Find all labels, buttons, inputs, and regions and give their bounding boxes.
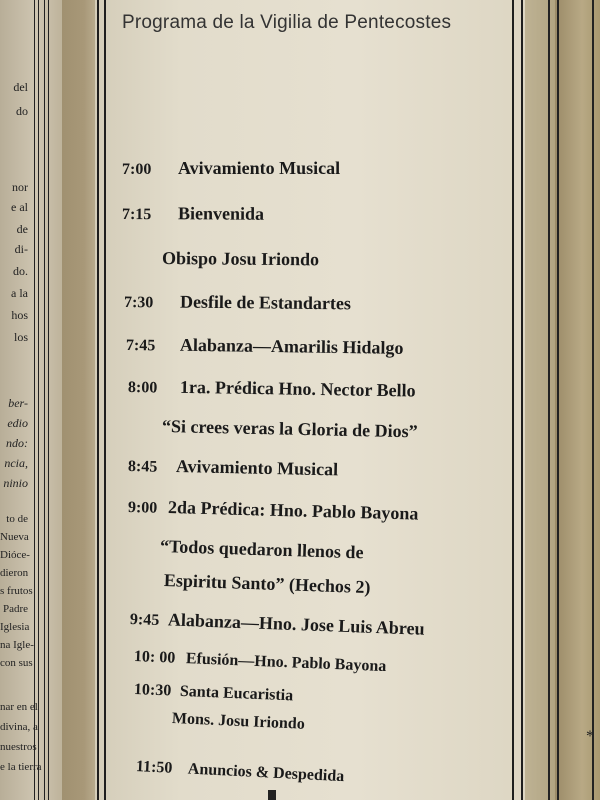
schedule-row [122,203,264,225]
schedule-event: Anuncios & Despedida [187,760,345,786]
schedule-time: 7:30 [123,294,154,312]
left-page-text-line: di- [14,242,28,256]
schedule-time: 8:00 [127,379,158,397]
schedule-time: 9:00 [127,499,158,517]
left-page-text-line: edio [7,416,28,430]
schedule-time: 10:30 [133,681,172,700]
left-page-text-line: Dióce- [0,549,30,561]
schedule-time: 9:45 [129,611,160,630]
left-page-border [34,0,39,800]
schedule-time: 11:50 [135,758,173,777]
left-page-text-line: nar en el [0,701,38,713]
right-page-border-2 [557,0,559,800]
program-title: Programa de la Vigilia de Pentecostes [122,12,452,33]
schedule-event: Alabanza—Hno. Jose Luis Abreu [167,609,425,639]
schedule-row [128,455,339,480]
left-page-text-line: con sus [0,657,33,669]
right-page-border-1 [548,0,550,800]
left-page-text-line: Iglesia [0,621,30,633]
left-page-text-line: do [16,104,28,118]
schedule-row [128,376,416,402]
left-page-text-line: dieron [0,567,29,579]
schedule-time: 7:15 [121,206,152,224]
right-page-border-3 [592,0,594,800]
card-border-left-inner [104,0,106,800]
left-page-text-line: del [13,80,28,94]
schedule-event: Obispo Josu Iriondo [161,248,320,270]
schedule-event: “Todos quedaron llenos de [159,536,364,563]
schedule-event: “Si crees veras la Gloria de Dios” [161,416,418,442]
schedule-event: Mons. Josu Iriondo [171,710,306,733]
schedule-row [122,158,340,179]
left-page-text-line: hos [11,308,28,322]
left-page-text-line: de [16,222,28,236]
left-page-text-line: na Igle- [0,639,34,651]
card-border-right-outer [521,0,523,800]
schedule-event: 2da Prédica: Hno. Pablo Bayona [167,497,419,524]
schedule-event: Efusión—Hno. Pablo Bayona [185,650,387,676]
right-page-mark: * [586,728,594,745]
schedule-event: Avivamiento Musical [178,158,341,178]
left-page-text-line: ber- [8,396,28,410]
left-page-text-line: ndo: [6,436,28,450]
left-page-text-line: ncia, [4,456,28,470]
left-page-border-outer [44,0,49,800]
schedule-time: 7:45 [125,337,156,355]
left-page-text-line: divina, a [0,721,38,733]
left-page-text-line: s frutos [0,585,33,597]
left-page-text-line: Nueva [0,531,29,543]
left-page-text-line: e al [11,200,28,214]
schedule-event: Alabanza—Amarilis Hidalgo [179,334,404,358]
schedule-time: 10: 00 [133,648,176,667]
left-page-text-line: Padre [2,603,28,615]
left-page-text-line: nor [12,180,28,194]
left-page-text-line: nuestros [0,741,37,753]
left-page-text-line: los [13,330,28,344]
card-border-right-inner [512,0,514,800]
schedule-event: Desfile de Estandartes [179,291,352,314]
schedule-time: 7:00 [122,161,152,178]
schedule-event: Bienvenida [177,203,265,224]
schedule-event: 1ra. Prédica Hno. Nector Bello [179,376,416,401]
left-page-text-line: do. [13,264,28,278]
card-border-left-outer [97,0,99,800]
ink-mark [268,790,276,800]
schedule-time: 8:45 [127,458,158,476]
left-page-text-line: to de [6,513,28,525]
schedule-row [162,248,319,270]
left-page-text-line: e la tierra [0,761,42,773]
schedule-row [126,334,404,359]
schedule-event: Santa Eucaristia [179,682,294,705]
schedule-event: Avivamiento Musical [175,456,339,480]
schedule-row [124,291,351,314]
left-page-fragment [0,0,62,800]
schedule-event: Espiritu Santo” (Hechos 2) [163,570,371,598]
left-page-text-line: a la [11,286,28,300]
left-page-text-line: ninio [3,476,28,490]
